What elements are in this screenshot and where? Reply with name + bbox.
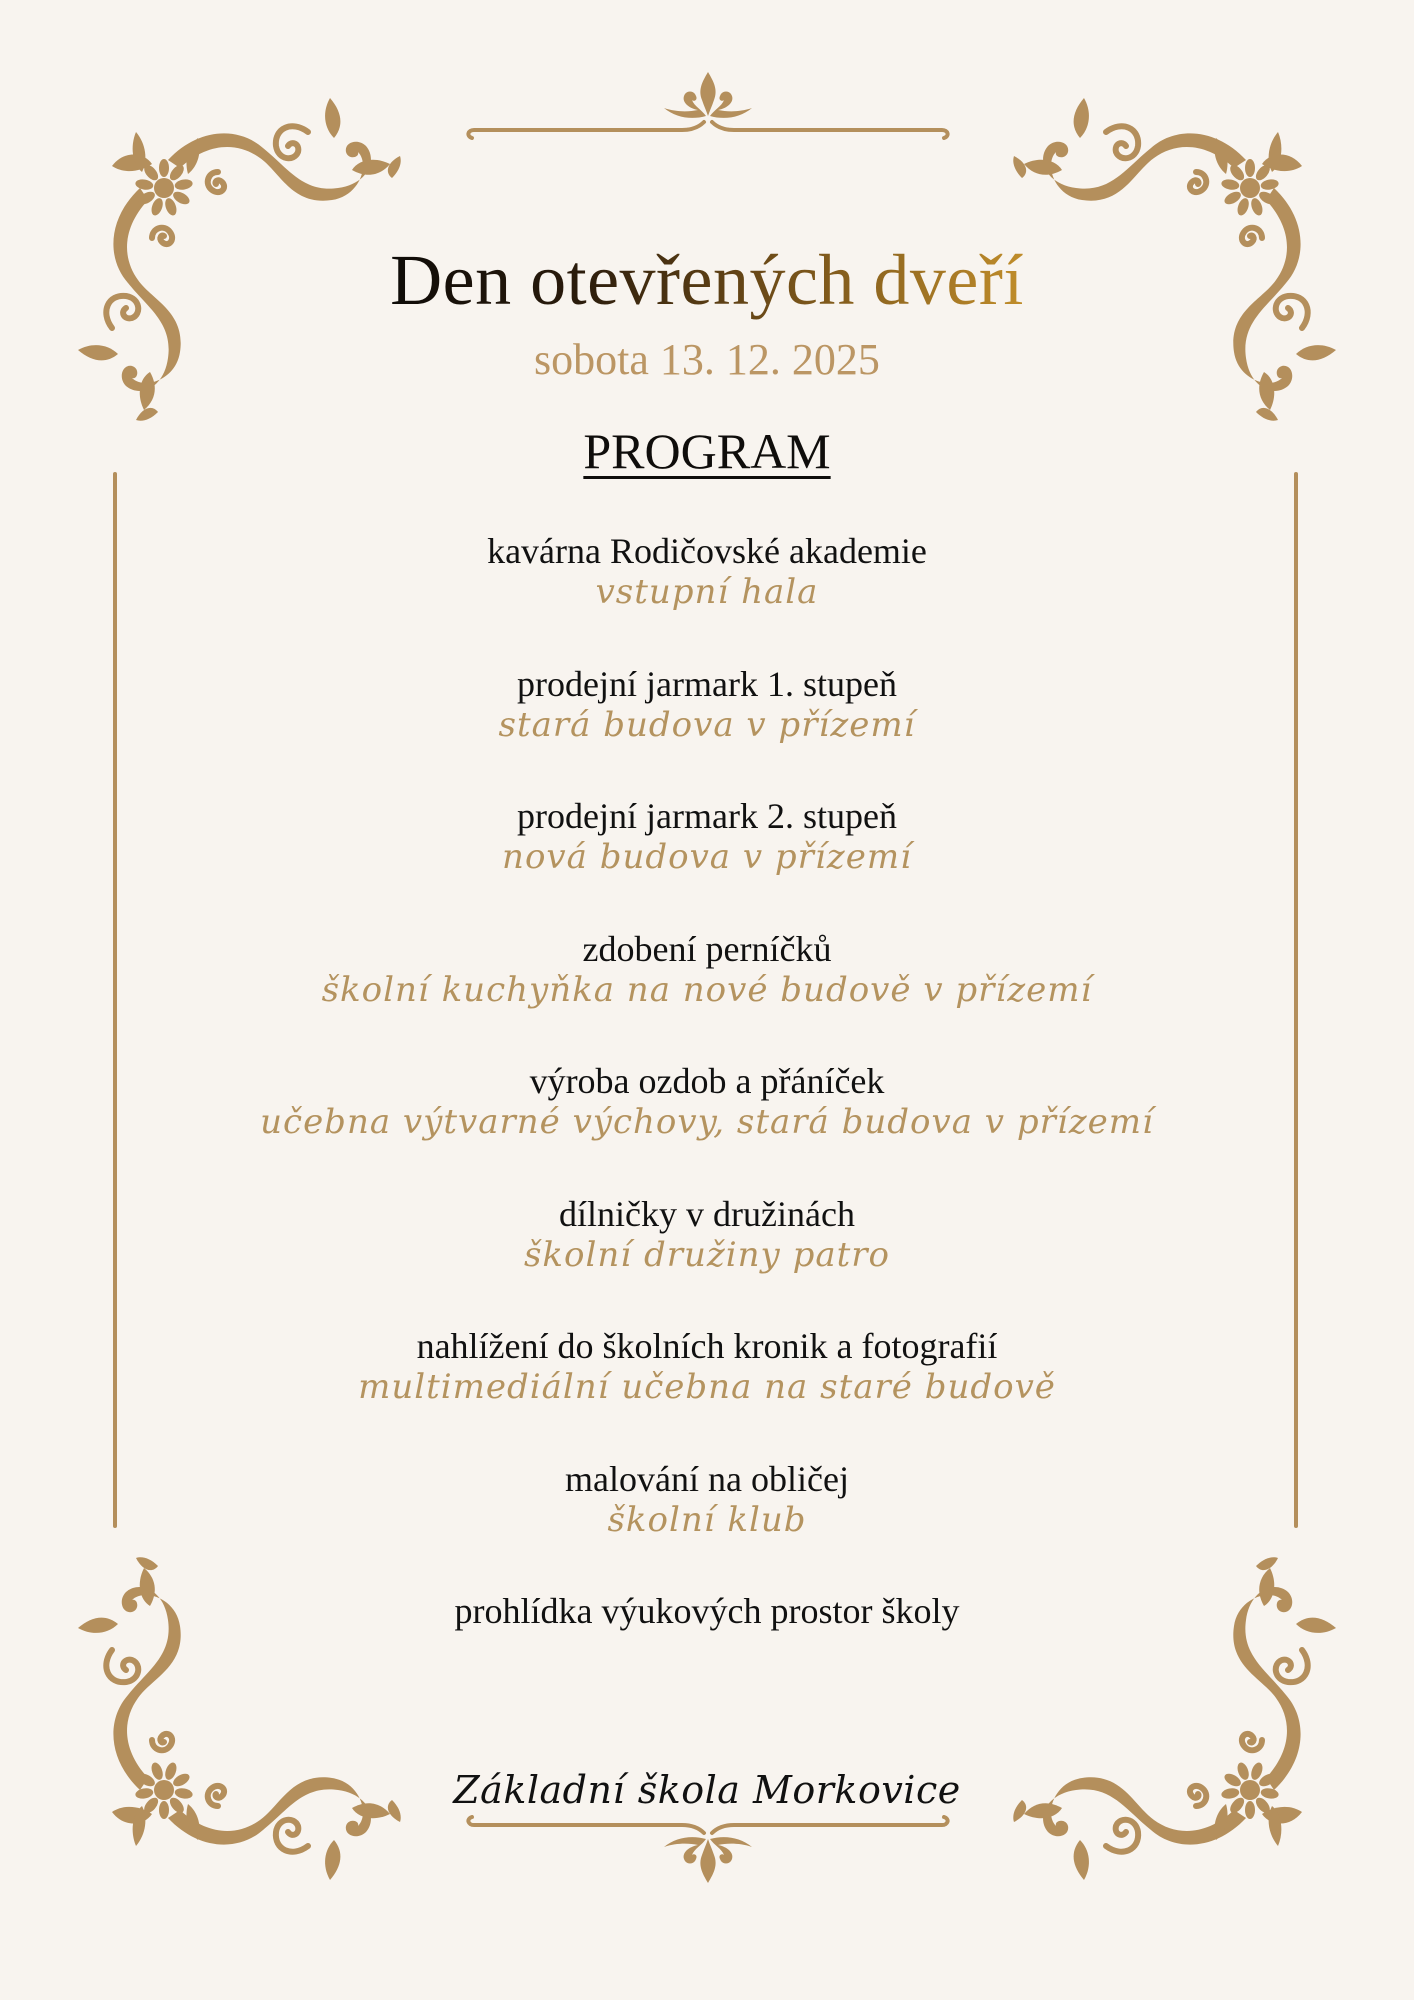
program-item-title: dílničky v družinách (559, 1193, 855, 1234)
program-item (0, 1590, 1414, 1723)
program-item (0, 1193, 1414, 1326)
program-item (0, 663, 1414, 796)
program-item-location: stará budova v přízemí (498, 704, 916, 745)
program-item (0, 1458, 1414, 1591)
program-item-location: školní kuchyňka na nové budově v přízemí (321, 969, 1093, 1010)
program-item-title: kavárna Rodičovské akademie (487, 531, 927, 571)
event-date: sobota 13. 12. 2025 (534, 335, 880, 384)
program-item-title: prodejní jarmark 2. stupeň (517, 796, 897, 836)
program-item (0, 1325, 1414, 1458)
program-item-title: malování na obličej (565, 1458, 849, 1499)
program-item-location: multimediální učebna na staré budově (358, 1367, 1056, 1407)
program-heading: PROGRAM (583, 423, 831, 479)
program-item (0, 1060, 1414, 1193)
program-item-title: výroba ozdob a přáníček (529, 1061, 885, 1101)
program-item-location: učebna výtvarné výchovy, stará budova v přízemí (260, 1102, 1154, 1142)
top-fleur-divider-icon (462, 70, 954, 140)
program-list (0, 530, 1414, 1723)
program-item-title: prodejní jarmark 1. stupeň (517, 663, 897, 704)
program-item-location: školní klub (607, 1499, 807, 1540)
program-item-title: prohlídka výukových prostor školy (454, 1591, 960, 1631)
program-item (0, 530, 1414, 663)
program-item-location: školní družiny patro (523, 1234, 890, 1275)
program-item-location: nová budova v přízemí (502, 837, 912, 877)
program-item-location: vstupní hala (595, 572, 819, 612)
bottom-fleur-divider-icon (462, 1815, 954, 1885)
event-title: Den otevřených dveří (390, 240, 1024, 320)
program-item-title: nahlížení do školních kronik a fotografií (416, 1326, 998, 1366)
program-item (0, 928, 1414, 1061)
school-name-footer: Základní škola Morkovice (453, 1768, 961, 1812)
program-item-title: zdobení perníčků (582, 928, 832, 969)
program-item (0, 795, 1414, 928)
